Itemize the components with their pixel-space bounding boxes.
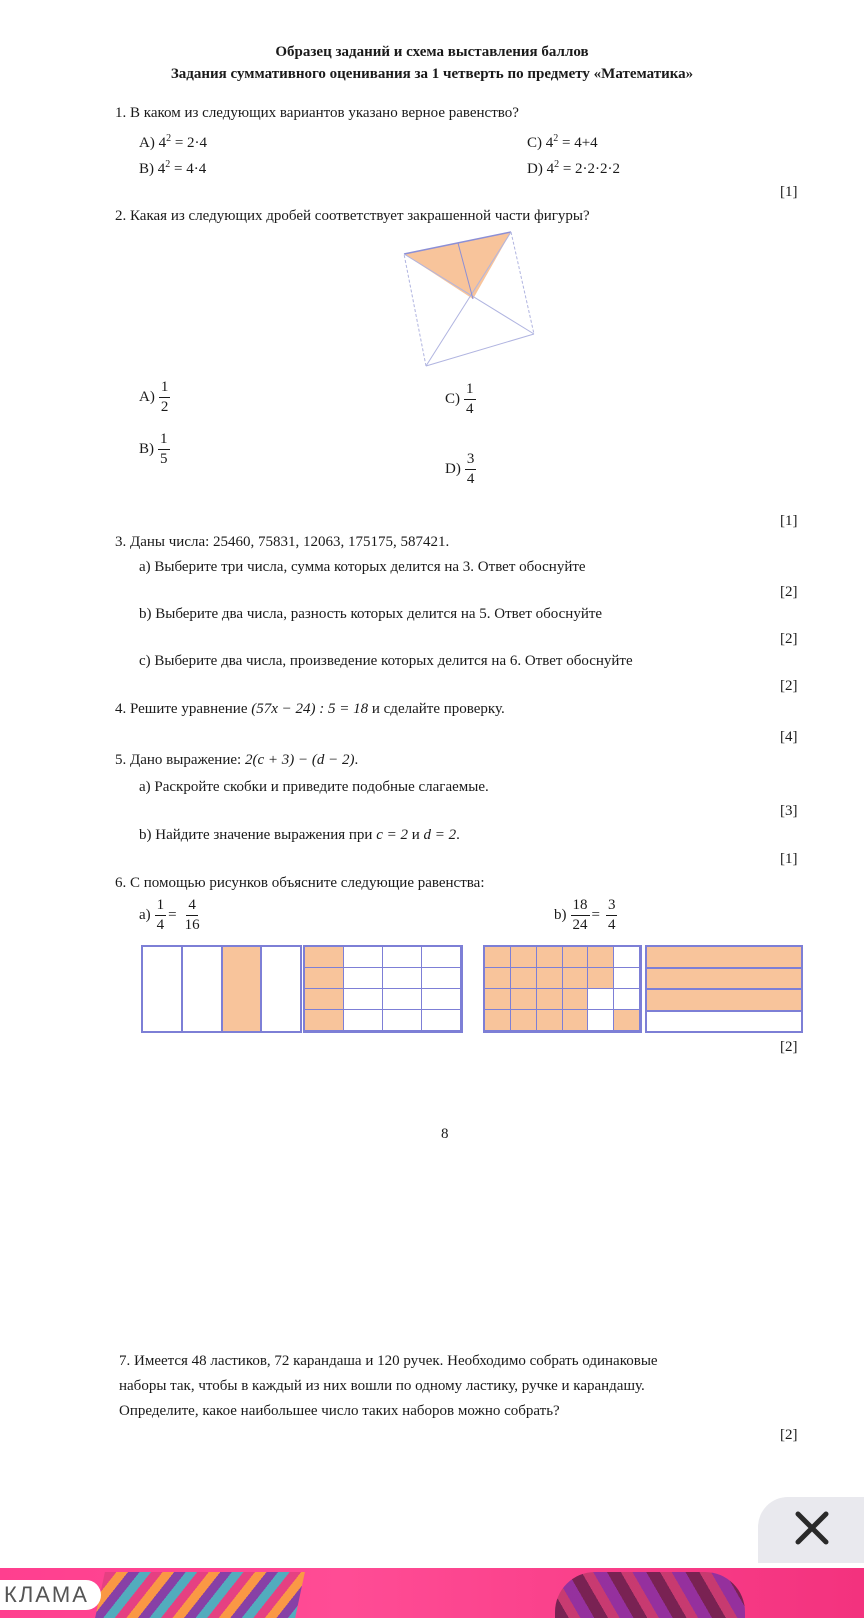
grid-cell-shaded: [485, 1010, 511, 1031]
grid-cell: [588, 1010, 614, 1031]
grid-cell: [183, 947, 223, 1031]
grid-row-shaded: [647, 990, 801, 1012]
q2-option-d: D) $\frac{3}{4}$: [445, 451, 475, 487]
grid-cell: [383, 947, 422, 968]
grid-cell-shaded: [511, 1010, 537, 1031]
grid-cell-shaded: [305, 989, 344, 1010]
grid-cell-shaded: [563, 1010, 589, 1031]
q2-option-c: C) $\frac{1}{4}$: [445, 381, 474, 417]
q6-b-equation: b) $\frac{18}{24}$ = $\frac{3}{4}$: [554, 897, 616, 933]
q7-line3: Определите, какое наибольшее число таких наборов можно собрать?: [119, 1403, 560, 1419]
q4-text: 4. Решите уравнение (57x − 24) : 5 = 18 и сделайте проверку.: [115, 701, 505, 717]
grid-cell-shaded: [485, 968, 511, 989]
q2-score: [1]: [780, 513, 798, 529]
q2-figure-edge: [404, 254, 426, 366]
q5-expression: 2(c + 3) − (d − 2): [244, 752, 355, 768]
grid-cell-shaded: [588, 947, 614, 968]
grid-cell-shaded: [305, 968, 344, 989]
grid-cell-shaded: [588, 968, 614, 989]
grid-row: [647, 1012, 801, 1032]
q6-b-24ths-grid: [483, 945, 642, 1033]
grid-cell: [383, 989, 422, 1010]
q5-b-score: [1]: [780, 851, 798, 867]
q1-option-a: A) $4^2 = 2\cdot 4$: [139, 133, 208, 151]
grid-cell: [614, 968, 640, 989]
grid-cell: [383, 1010, 422, 1031]
grid-cell: [422, 1010, 461, 1031]
q1-option-c: C) $4^2 = 4+4$: [527, 133, 598, 151]
q3-part-a: а) Выберите три числа, сумма которых делится на 3. Ответ обоснуйте: [139, 559, 586, 575]
q1-text: 1. В каком из следующих вариантов указано верное равенство?: [115, 105, 519, 121]
grid-cell-shaded: [614, 1010, 640, 1031]
q7-line1: 7. Имеется 48 ластиков, 72 карандаша и 120 ручек. Необходимо собрать одинаковые: [119, 1353, 658, 1369]
grid-cell: [422, 947, 461, 968]
q2-text: 2. Какая из следующих дробей соответствует закрашенной части фигуры?: [115, 208, 590, 224]
q6-text: 6. С помощью рисунков объясните следующие равенства:: [115, 875, 485, 891]
q1-option-d: D) $4^2 = 2\cdot 2\cdot 2\cdot 2$: [527, 159, 621, 177]
grid-cell-shaded: [537, 1010, 563, 1031]
q3-part-c: c) Выберите два числа, произведение которых делится на 6. Ответ обоснуйте: [139, 653, 633, 669]
grid-cell: [262, 947, 300, 1031]
grid-cell: [383, 968, 422, 989]
grid-row-shaded: [647, 947, 801, 969]
grid-cell-shaded: [563, 947, 589, 968]
grid-cell: [344, 1010, 383, 1031]
grid-cell-shaded: [485, 989, 511, 1010]
grid-cell: [614, 989, 640, 1010]
q3-a-score: [2]: [780, 584, 798, 600]
grid-row-shaded: [647, 969, 801, 991]
grid-cell: [344, 968, 383, 989]
q5-part-a: а) Раскройте скобки и приведите подобные слагаемые.: [139, 779, 489, 795]
grid-cell-shaded: [511, 968, 537, 989]
grid-cell-shaded: [537, 947, 563, 968]
q2-option-a: A) $\frac{1}{2}$: [139, 379, 169, 415]
q4-score: [4]: [780, 729, 798, 745]
grid-cell-shaded: [511, 947, 537, 968]
q5-part-b: b) Найдите значение выражения при c = 2 и d = 2.: [139, 827, 460, 843]
ad-image-left[interactable]: [95, 1572, 305, 1618]
grid-cell-shaded: [563, 968, 589, 989]
grid-cell-shaded: [563, 989, 589, 1010]
q2-figure-edge: [511, 232, 534, 334]
grid-cell: [344, 947, 383, 968]
grid-cell-shaded: [537, 968, 563, 989]
q6-a-sixteenths-grid: [303, 945, 463, 1033]
q2-figure-edge: [426, 334, 534, 366]
grid-cell-shaded: [511, 989, 537, 1010]
grid-cell-shaded: [537, 989, 563, 1010]
q6-b-quarters-grid: [645, 945, 803, 1033]
q1-score: [1]: [780, 184, 798, 200]
q3-c-score: [2]: [780, 678, 798, 694]
grid-cell: [344, 989, 383, 1010]
ad-image-right[interactable]: [555, 1572, 745, 1618]
doc-title-line1: Образец заданий и схема выставления баллов: [275, 44, 589, 60]
q2-shaded-triangle: [404, 232, 511, 299]
q3-b-score: [2]: [780, 631, 798, 647]
doc-title-line2: Задания суммативного оценивания за 1 четверть по предмету «Математика»: [170, 66, 694, 82]
q1-option-b: B) $4^2 = 4\cdot 4$: [139, 159, 207, 177]
grid-cell: [422, 968, 461, 989]
grid-cell-shaded: [223, 947, 263, 1031]
ad-label: КЛАМА: [0, 1580, 101, 1610]
grid-cell-shaded: [305, 947, 344, 968]
close-icon[interactable]: [790, 1506, 834, 1550]
q7-score: [2]: [780, 1427, 798, 1443]
q7-line2: наборы так, чтобы в каждый из них вошли по одному ластику, ручке и карандашу.: [119, 1378, 645, 1394]
q6-a-equation: а) $\frac{1}{4}$ = $\frac{4}{16}$: [139, 897, 200, 933]
grid-cell: [588, 989, 614, 1010]
grid-cell: [614, 947, 640, 968]
page-number: 8: [441, 1126, 449, 1142]
q6-a-quarters-grid: [141, 945, 302, 1033]
grid-cell: [422, 989, 461, 1010]
q6-score: [2]: [780, 1039, 798, 1055]
q3-part-b: b) Выберите два числа, разность которых делится на 5. Ответ обоснуйте: [139, 606, 603, 622]
grid-cell-shaded: [485, 947, 511, 968]
q5-a-score: [3]: [780, 803, 798, 819]
q5-text: 5. Дано выражение: 2(c + 3) − (d − 2).: [115, 752, 359, 768]
q4-equation: (57x − 24) : 5 = 18: [251, 701, 369, 717]
q2-option-b: B) $\frac{1}{5}$: [139, 431, 168, 467]
grid-cell: [143, 947, 183, 1031]
q2-square-figure: [398, 228, 538, 368]
grid-cell-shaded: [305, 1010, 344, 1031]
q3-text: 3. Даны числа: 25460, 75831, 12063, 175175, 587421.: [115, 534, 450, 550]
